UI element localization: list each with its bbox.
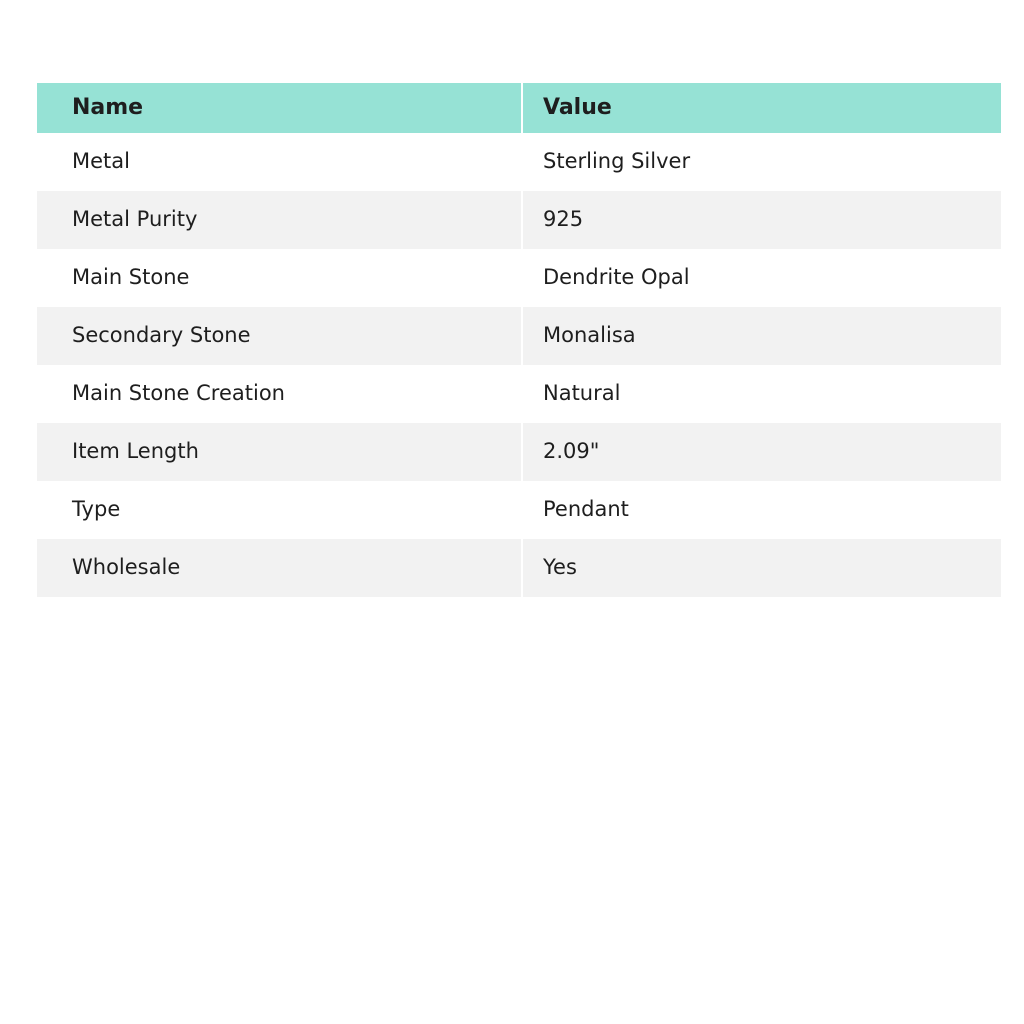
row-label: Wholesale (37, 539, 523, 597)
table-row-metal-purity (37, 191, 1001, 249)
row-label: Main Stone Creation (37, 365, 523, 423)
table-row-type (37, 481, 1001, 539)
row-value: Monalisa (543, 323, 636, 348)
row-value: Natural (543, 381, 621, 406)
table-row-item-length (37, 423, 1001, 481)
row-label: Metal Purity (37, 191, 523, 249)
row-value: Sterling Silver (543, 149, 691, 174)
row-value: Dendrite Opal (543, 265, 690, 290)
table-row-metal (37, 133, 1001, 191)
row-label: Main Stone (37, 249, 523, 307)
table-header-row (37, 83, 1001, 133)
table-row-main-stone-creation (37, 365, 1001, 423)
product-spec-table (37, 83, 1001, 597)
table-row-wholesale (37, 539, 1001, 597)
column-header-name: Name (37, 83, 523, 133)
row-label: Secondary Stone (37, 307, 523, 365)
table-row-secondary-stone (37, 307, 1001, 365)
row-label: Item Length (37, 423, 523, 481)
row-value: 2.09" (543, 439, 600, 464)
row-value: Pendant (543, 497, 629, 522)
row-label: Metal (37, 133, 523, 191)
row-value: Yes (543, 555, 577, 580)
table-row-main-stone (37, 249, 1001, 307)
row-value: 925 (543, 207, 584, 232)
column-header-value: Value (543, 94, 612, 120)
row-label: Type (37, 481, 523, 539)
